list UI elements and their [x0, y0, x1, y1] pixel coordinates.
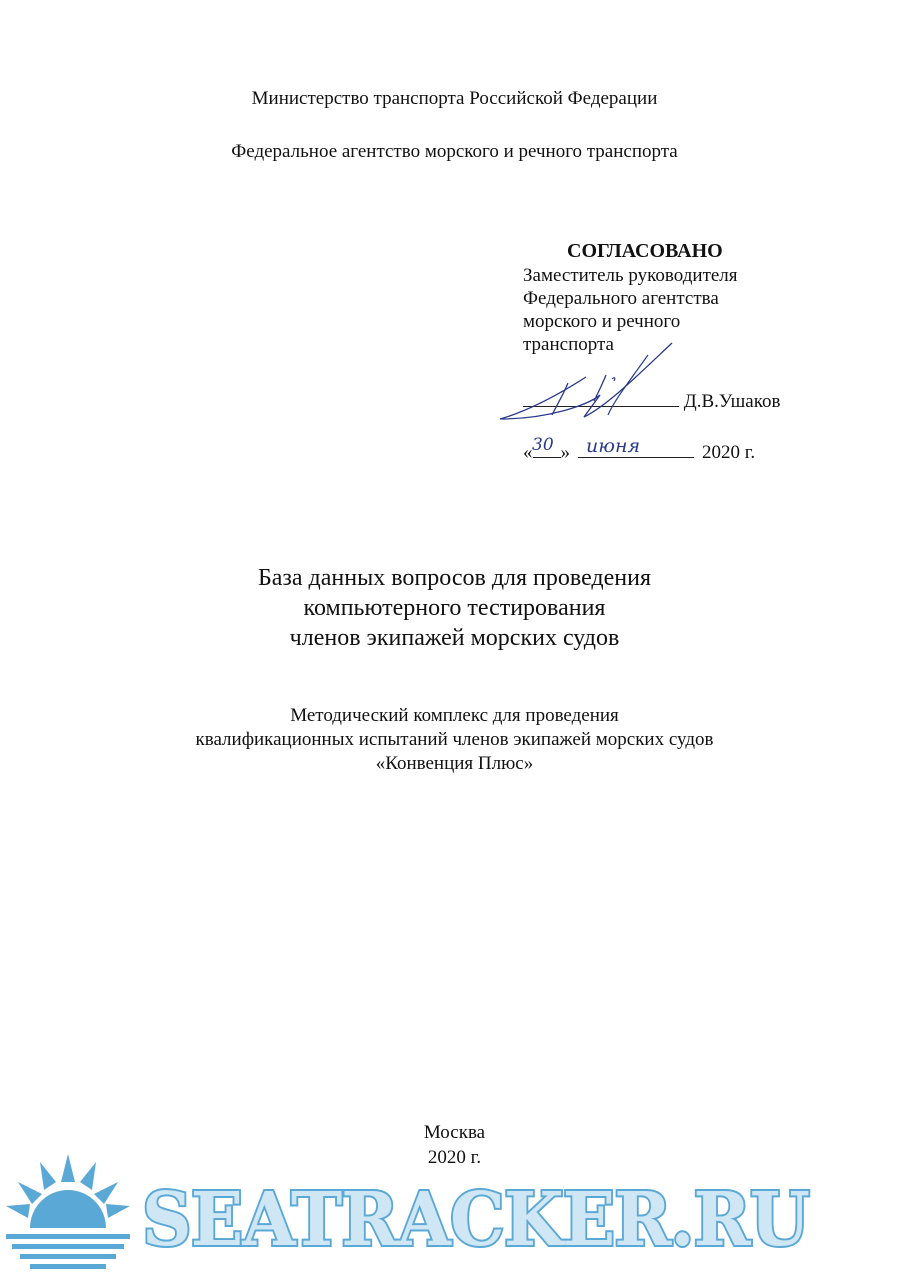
date-open-quote: « — [523, 442, 533, 463]
date-day: 30 — [532, 435, 554, 455]
approval-line-1: Заместитель руководителя — [523, 265, 738, 286]
agency-name: Федеральное агентство морского и речного транспорта — [231, 141, 678, 162]
ministry-name: Министерство транспорта Российской Федерации — [251, 88, 658, 109]
watermark-text: SEATRACKER.RU — [142, 1177, 809, 1263]
handwritten-date — [524, 426, 704, 462]
footer-year: 2020 г. — [427, 1147, 482, 1168]
approval-line-3: морского и речного — [523, 311, 681, 332]
footer-city: Москва — [423, 1122, 486, 1143]
subtitle-line-1: Методический комплекс для проведения — [290, 705, 619, 726]
title-line-2: компьютерного тестирования — [303, 595, 606, 621]
signatory-name: Д.В.Ушаков — [683, 391, 781, 412]
title-line-1: База данных вопросов для проведения — [257, 565, 652, 591]
date-month: июня — [586, 435, 641, 457]
sun-over-sea-icon — [6, 1154, 130, 1269]
title-line-3: членов экипажей морских судов — [289, 625, 620, 651]
approval-heading: СОГЛАСОВАНО — [567, 240, 723, 262]
approval-line-2: Федерального агентства — [523, 288, 719, 309]
handwritten-signature — [488, 335, 688, 430]
approval-line-4: транспорта — [523, 334, 614, 355]
date-year: 2020 г. — [702, 442, 756, 463]
subtitle-line-2: квалификационных испытаний членов экипажей морских судов — [195, 729, 714, 750]
subtitle-line-3: «Конвенция Плюс» — [375, 753, 534, 774]
date-close-quote: » — [560, 442, 570, 463]
